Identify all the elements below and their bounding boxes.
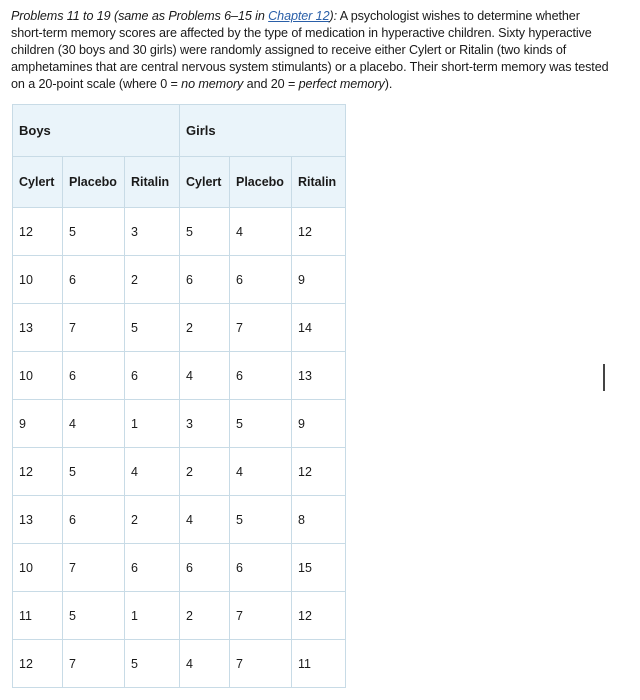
table-row bbox=[13, 256, 346, 304]
table-cell: 5 bbox=[63, 448, 125, 496]
table-cell: 5 bbox=[230, 496, 292, 544]
table-cell: 1 bbox=[125, 400, 180, 448]
table-cell: 2 bbox=[125, 256, 180, 304]
table-cell: 5 bbox=[125, 304, 180, 352]
table-cell: 12 bbox=[292, 448, 346, 496]
table-cell: 6 bbox=[125, 352, 180, 400]
table-cell: 13 bbox=[13, 496, 63, 544]
table-cell: 10 bbox=[13, 352, 63, 400]
problem-mid: and 20 = bbox=[243, 77, 299, 91]
problem-end: ). bbox=[384, 77, 393, 91]
column-header: Cylert bbox=[180, 157, 230, 208]
table-row bbox=[13, 640, 346, 688]
column-header: Placebo bbox=[230, 157, 292, 208]
table-cell: 5 bbox=[125, 640, 180, 688]
problem-lead-end: ): bbox=[329, 9, 337, 23]
table-cell: 8 bbox=[292, 496, 346, 544]
table-cell: 9 bbox=[292, 400, 346, 448]
table-row bbox=[13, 592, 346, 640]
table-cell: 6 bbox=[125, 544, 180, 592]
table-cell: 13 bbox=[13, 304, 63, 352]
table-cell: 7 bbox=[63, 544, 125, 592]
table-cell: 4 bbox=[180, 496, 230, 544]
table-row bbox=[13, 304, 346, 352]
table-cell: 4 bbox=[180, 640, 230, 688]
table-cell: 11 bbox=[13, 592, 63, 640]
table-cell: 6 bbox=[230, 544, 292, 592]
chapter-link[interactable]: Chapter 12 bbox=[268, 9, 330, 23]
table-cell: 6 bbox=[180, 256, 230, 304]
table-cell: 6 bbox=[180, 544, 230, 592]
table-row bbox=[13, 352, 346, 400]
table-row bbox=[13, 448, 346, 496]
table-cell: 4 bbox=[180, 352, 230, 400]
table-cell: 7 bbox=[63, 640, 125, 688]
table-cell: 4 bbox=[125, 448, 180, 496]
table-cell: 5 bbox=[63, 592, 125, 640]
table-cell: 6 bbox=[63, 256, 125, 304]
table-cell: 12 bbox=[13, 208, 63, 256]
text-cursor bbox=[603, 364, 605, 391]
table-row bbox=[13, 208, 346, 256]
table-cell: 12 bbox=[13, 448, 63, 496]
table-cell: 6 bbox=[230, 256, 292, 304]
group-header-row bbox=[13, 105, 346, 157]
table-row bbox=[13, 496, 346, 544]
table-cell: 6 bbox=[63, 496, 125, 544]
table-cell: 6 bbox=[63, 352, 125, 400]
table-cell: 1 bbox=[125, 592, 180, 640]
problem-body: A psychologist wishes to determine whether short-term memory scores are affected by the type of medication in hyperactive children. Sixty hyperactive children (30 boys and 30 girls) were randomly assigned to receive either Cylert or Ritalin (two kinds of amphetamines that are central nervous system stimulants) or a placebo. Their short-term memory was tested on a 20-point scale (where 0 = bbox=[11, 9, 609, 91]
table-cell: 11 bbox=[292, 640, 346, 688]
table-cell: 4 bbox=[230, 208, 292, 256]
table-cell: 7 bbox=[230, 304, 292, 352]
table-row bbox=[13, 400, 346, 448]
problem-lead: Problems 11 to 19 (same as Problems 6–15 in bbox=[11, 9, 269, 23]
table-cell: 2 bbox=[180, 592, 230, 640]
table-cell: 6 bbox=[230, 352, 292, 400]
memory-scores-table bbox=[12, 104, 346, 688]
column-header: Placebo bbox=[63, 157, 125, 208]
column-header: Ritalin bbox=[292, 157, 346, 208]
table-cell: 5 bbox=[230, 400, 292, 448]
perfect-memory-term: perfect memory bbox=[298, 77, 385, 91]
table-cell: 12 bbox=[13, 640, 63, 688]
table-cell: 10 bbox=[13, 256, 63, 304]
table-cell: 5 bbox=[63, 208, 125, 256]
table-cell: 9 bbox=[13, 400, 63, 448]
table-cell: 7 bbox=[230, 640, 292, 688]
table-cell: 7 bbox=[230, 592, 292, 640]
table-cell: 2 bbox=[180, 448, 230, 496]
table-cell: 12 bbox=[292, 592, 346, 640]
no-memory-term: no memory bbox=[181, 77, 244, 91]
table-cell: 4 bbox=[230, 448, 292, 496]
group-girls: Girls bbox=[180, 105, 346, 157]
table-cell: 2 bbox=[180, 304, 230, 352]
group-boys: Boys bbox=[13, 105, 180, 157]
table-cell: 4 bbox=[63, 400, 125, 448]
column-header-row bbox=[13, 157, 346, 208]
table-cell: 3 bbox=[125, 208, 180, 256]
table-cell: 2 bbox=[125, 496, 180, 544]
column-header: Ritalin bbox=[125, 157, 180, 208]
table-cell: 14 bbox=[292, 304, 346, 352]
problem-statement bbox=[11, 8, 611, 93]
column-header: Cylert bbox=[13, 157, 63, 208]
table-cell: 7 bbox=[63, 304, 125, 352]
table-cell: 10 bbox=[13, 544, 63, 592]
table-cell: 13 bbox=[292, 352, 346, 400]
table-cell: 9 bbox=[292, 256, 346, 304]
table-row bbox=[13, 544, 346, 592]
table-cell: 12 bbox=[292, 208, 346, 256]
table-cell: 5 bbox=[180, 208, 230, 256]
table-cell: 15 bbox=[292, 544, 346, 592]
table-cell: 3 bbox=[180, 400, 230, 448]
